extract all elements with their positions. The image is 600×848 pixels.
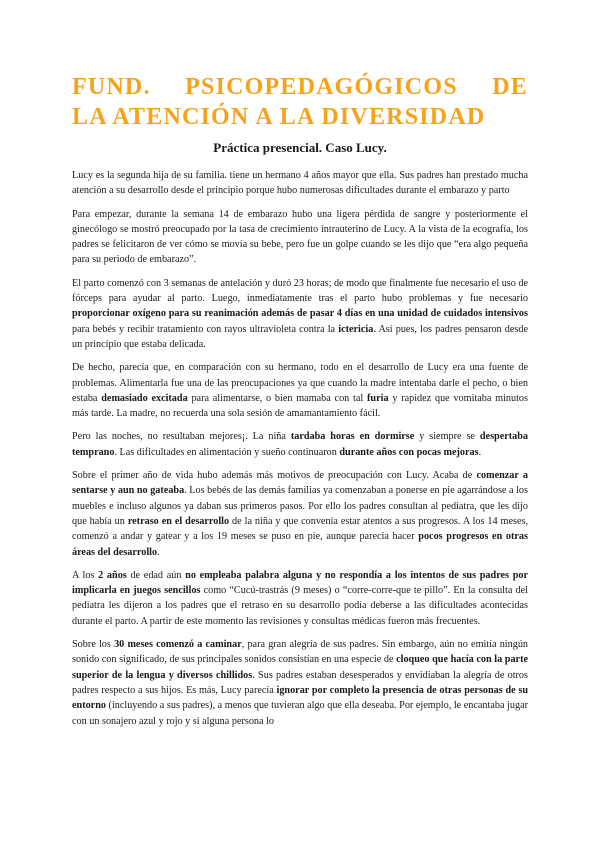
text-run: de la niña y que convenía estar atentos a sus progresos. A los 14 meses, comenzó a andar y gatear y a los 19 meses se puso en pie, aunque parecía hacer (72, 515, 529, 543)
text-run: . Así pues, los padres pensaron desde un principio que estaba delicada. (72, 323, 528, 350)
text-run: Para empezar, durante la semana 14 de embarazo hubo una ligera pérdida de sangre y posteriormente el ginecólogo se mostró preocupado por la tasa de crecimiento intrauterino de Lucy. A la vista de la ecografía, los padres se felicitaron de ver cómo se movía su bebe, pero fue un golpe cuando se les dijo que “era algo pequeña para su periodo de embarazo”. (72, 208, 528, 266)
text-run: A los (72, 569, 99, 581)
bold-text: 2 años (98, 569, 127, 581)
paragraph (72, 429, 528, 460)
text-run: . (157, 546, 160, 558)
bold-text: tardaba horas en dormirse (290, 431, 415, 443)
text-run: para alimentarse, o bien mamaba con tal (187, 392, 368, 404)
text-run: . Los bebés de las demás familias ya comenzaban a ponerse en pie agarrándose a los muebles e incluso algunos ya daban sus primeros pasos. Por ello los padres consultan al pediatra, que les dijo que había un (72, 485, 528, 527)
bold-text: durante años con pocas mejoras (339, 446, 479, 458)
document-body (72, 168, 528, 729)
text-run: Lucy es la segunda hija de su familia. tiene un hermano 4 años mayor que ella. Sus padres han prestado mucha atención a su desarrollo desde el principio porque hubo numerosas dificultades durante el embarazo y parto (72, 170, 528, 197)
document-page (72, 72, 528, 737)
bold-text: furia (367, 392, 389, 404)
bold-text: despertaba temprano (72, 431, 528, 458)
text-run: De hecho, parecía que, en comparación con su hermano, todo en el desarrollo de Lucy era una fuente de problemas. Alimentarla fue una de las preocupaciones ya que cuando la madre intentaba darle el pecho, o bien estaba (72, 362, 528, 404)
text-run: Pero las noches, no resultaban mejores¡. La niña (72, 431, 291, 443)
text-run: como “Cucú-trastrás (9 meses) o “corre-corre-que te pillo”. En la consulta del pediatra les dijeron a los padres que el retraso en su desarrollo podía deberse a las dificultades acontecidas durante el parto. A partir de este momento las revisiones y consultas médicas fueron más frecuentes. (72, 585, 528, 627)
bold-text: 30 meses comenzó a caminar (114, 639, 242, 651)
document-title (72, 72, 528, 132)
bold-text: no empleaba palabra alguna y no respondía a los intentos de sus padres por implicarla en juegos sencillos (72, 569, 529, 597)
text-run: . Las dificultades en alimentación y sueño continuaron (114, 446, 340, 458)
bold-text: demasiado excitada (101, 392, 188, 404)
text-run: El parto comenzó con 3 semanas de antelación y duró 23 horas; de modo que finalmente fue necesario el uso de fórceps para ayudar al parto. Luego, inmediatamente tras el parto hubo problemas y fue necesario (72, 277, 529, 305)
title-line-1: FUND. PSICOPEDAGÓGICOS DE (72, 74, 528, 100)
bold-text: comenzar a sentarse y aun no gateaba (72, 470, 528, 497)
bold-text: ictericia (338, 323, 374, 335)
paragraph (72, 360, 528, 421)
text-run: para bebés y recibir tratamiento con rayos ultravioleta contra la (72, 323, 339, 335)
paragraph (72, 276, 528, 352)
text-run: . Sus padres estaban desesperados y envidiaban la alegría de otros padres respecto a sus hijos. Es más, Lucy parecía (72, 669, 528, 696)
text-run: (incluyendo a sus padres), a menos que tuvieran algo que ella deseaba. Por ejemplo, le encantaba jugar con un sonajero azul y rojo y si alguna persona lo (72, 700, 528, 727)
paragraph (72, 468, 528, 560)
text-run: y rapidez que vomitaba minutos más tarde. La madre, no recuerda una sola sesión de amamantamiento fácil. (72, 392, 528, 420)
paragraph (72, 637, 528, 729)
bold-text: ignorar por completo la presencia de otras personas de su entorno (72, 684, 528, 712)
bold-text: cloqueo que hacía con la parte superior de la lengua y diversos chillidos (72, 654, 528, 681)
bold-text: retraso en el desarrollo (127, 515, 230, 527)
paragraph (72, 168, 528, 199)
text-run: , para gran alegría de sus padres. Sin embargo, aún no emitía ningún sonido con significado, de sus principales sonidos consistían en una especie de (72, 639, 529, 666)
text-run: Sobre los (72, 639, 115, 651)
paragraph (72, 568, 528, 629)
text-run: . (478, 446, 482, 458)
bold-text: proporcionar oxígeno para su reanimación además de pasar 4 días en una unidad de cuidados intensivos (72, 308, 528, 320)
text-run: y siempre se (414, 431, 480, 443)
title-line-2: LA ATENCIÓN A LA DIVERSIDAD (72, 104, 486, 130)
bold-text: pocos progresos en otras áreas del desarrollo (72, 531, 528, 558)
text-run: de edad aún (126, 569, 186, 581)
text-run: Sobre el primer año de vida hubo además más motivos de preocupación con Lucy. Acaba de (72, 470, 477, 482)
paragraph (72, 207, 528, 268)
document-subtitle: Práctica presencial. Caso Lucy. (213, 140, 387, 155)
